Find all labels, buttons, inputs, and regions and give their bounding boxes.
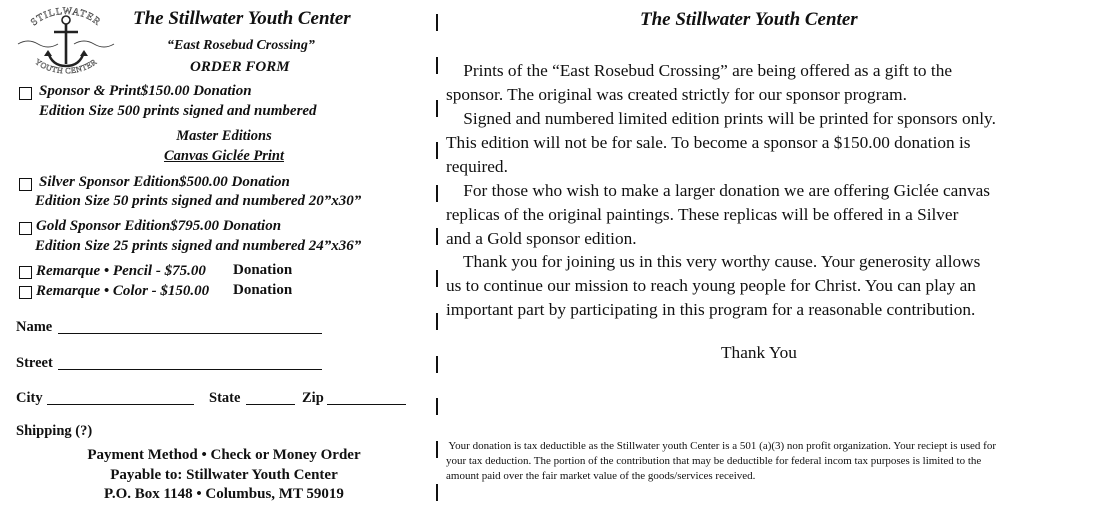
cut-line-mark xyxy=(436,484,438,501)
remarque-color-donation: Donation xyxy=(233,282,293,298)
name-field[interactable] xyxy=(58,333,322,334)
fine-print-line: Your donation is tax deductible as the Stillwater youth Center is a 501 (a)(3) non profit organization. Your reciept is used for xyxy=(446,440,996,452)
gold-sponsor-label: Gold Sponsor Edition$795.00 Donation xyxy=(36,218,282,234)
svg-text:YOUTH CENTER: YOUTH CENTER xyxy=(33,57,99,76)
stillwater-anchor-logo xyxy=(14,6,118,82)
paragraph-line: replicas of the original paintings. These replicas will be offered in a Silver xyxy=(446,205,959,224)
fine-print-line: your tax deduction. The portion of the contribution that may be deductible for federal incom tax purposes is limited to the xyxy=(446,455,982,467)
state-label: State xyxy=(209,390,241,406)
thank-you: Thank You xyxy=(721,343,797,362)
shipping-label: Shipping (?) xyxy=(16,423,93,439)
cut-line-mark xyxy=(436,57,438,74)
paragraph-line: This edition will not be for sale. To become a sponsor a $150.00 donation is xyxy=(446,133,971,152)
artwork-subtitle: “East Rosebud Crossing” xyxy=(167,38,315,53)
remarque-pencil-label: Remarque • Pencil - $75.00 xyxy=(36,263,206,279)
sponsor-print-detail: Edition Size 500 prints signed and numbered xyxy=(39,103,317,119)
canvas-giclee-heading: Canvas Giclée Print xyxy=(163,148,285,164)
street-field[interactable] xyxy=(58,369,322,370)
sponsor-print-checkbox[interactable] xyxy=(19,87,32,100)
remarque-pencil-donation: Donation xyxy=(233,262,293,278)
cut-line-mark xyxy=(436,185,438,202)
paragraph-line: important part by participating in this program for a reasonable contribution. xyxy=(446,300,976,319)
city-field[interactable] xyxy=(47,404,194,405)
cut-line-mark xyxy=(436,441,438,458)
sponsor-print-label: Sponsor & Print$150.00 Donation xyxy=(39,83,252,99)
payable-to: Payable to: Stillwater Youth Center xyxy=(110,467,338,483)
city-label: City xyxy=(16,390,43,406)
silver-sponsor-checkbox[interactable] xyxy=(19,178,32,191)
right-title: The Stillwater Youth Center xyxy=(640,9,858,30)
cut-line-mark xyxy=(436,313,438,330)
remarque-pencil-checkbox[interactable] xyxy=(19,266,32,279)
paragraph-line: Signed and numbered limited edition prints will be printed for sponsors only. xyxy=(446,109,996,128)
silver-sponsor-label: Silver Sponsor Edition$500.00 Donation xyxy=(39,174,290,190)
paragraph-line: required. xyxy=(446,157,508,176)
paragraph-line: Thank you for joining us in this very worthy cause. Your generosity allows xyxy=(446,252,981,271)
cut-line-mark xyxy=(436,14,438,31)
remarque-color-checkbox[interactable] xyxy=(19,286,32,299)
paragraph-line: and a Gold sponsor edition. xyxy=(446,229,637,248)
order-form-title: ORDER FORM xyxy=(190,59,290,75)
gold-sponsor-detail: Edition Size 25 prints signed and numbered 24”x36” xyxy=(35,238,362,254)
zip-label: Zip xyxy=(302,390,324,406)
name-label: Name xyxy=(16,319,53,335)
remarque-color-label: Remarque • Color - $150.00 xyxy=(36,283,210,299)
paragraph-line: Prints of the “East Rosebud Crossing” are being offered as a gift to the xyxy=(446,61,952,80)
svg-text:STILLWATER: STILLWATER xyxy=(28,6,104,29)
cut-line-mark xyxy=(436,142,438,159)
master-editions-heading: Master Editions xyxy=(176,128,272,144)
silver-sponsor-detail: Edition Size 50 prints signed and numbered 20”x30” xyxy=(35,193,362,209)
cut-line-mark xyxy=(436,100,438,117)
street-label: Street xyxy=(16,355,53,371)
paragraph-line: us to continue our mission to reach young people for Christ. You can play an xyxy=(446,276,976,295)
cut-line-mark xyxy=(436,398,438,415)
canvas-giclee-heading-wrap xyxy=(0,148,448,165)
payment-method: Payment Method • Check or Money Order xyxy=(87,447,361,463)
gold-sponsor-checkbox[interactable] xyxy=(19,222,32,235)
paragraph-line: sponsor. The original was created strictly for our sponsor program. xyxy=(446,85,907,104)
mailing-address: P.O. Box 1148 • Columbus, MT 59019 xyxy=(104,486,344,502)
cut-line-mark xyxy=(436,228,438,245)
zip-field[interactable] xyxy=(327,404,406,405)
cut-line-mark xyxy=(436,270,438,287)
left-title: The Stillwater Youth Center xyxy=(133,8,351,29)
cut-line-mark xyxy=(436,356,438,373)
state-field[interactable] xyxy=(246,404,295,405)
paragraph-line: For those who wish to make a larger donation we are offering Giclée canvas xyxy=(446,181,991,200)
fine-print-line: amount paid over the fair market value of the goods/services received. xyxy=(446,470,756,482)
